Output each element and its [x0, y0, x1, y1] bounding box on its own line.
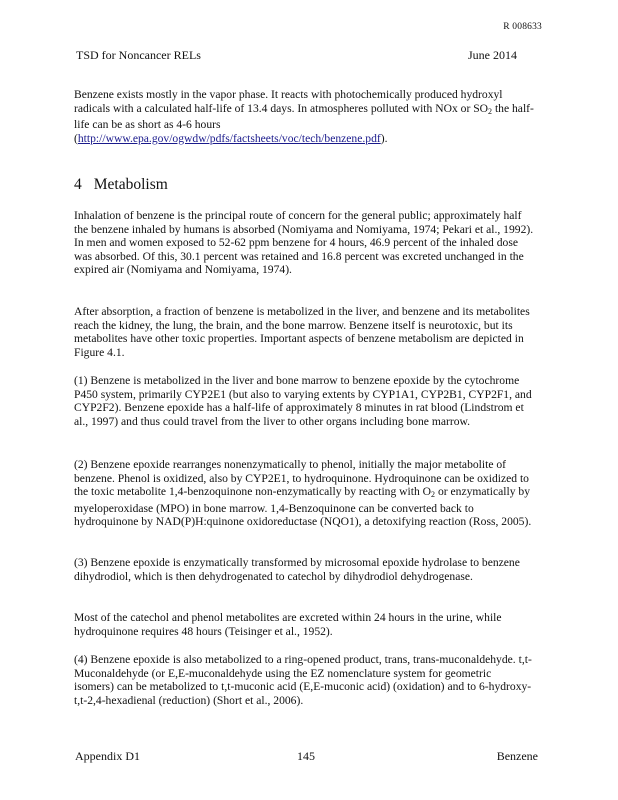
paragraph-excretion: Most of the catechol and phenol metabolites are excreted within 24 hours in the urine, while hydroquinone requires 48 hours (Teisinger et al., 1952). — [74, 611, 502, 638]
intro-link-open: ( — [74, 131, 78, 145]
section-number: 4 — [74, 176, 82, 193]
step-2-text-b: or enzymatically by myeloperoxidase (MPO) in bone marrow. 1,4-Benzoquinone can be converted back to hydroquinone by NAD(P)H:quinone oxidoreductase (NQO1), a detoxifying reaction (Ross, 2005). — [74, 485, 532, 529]
footer-appendix: Appendix D1 — [75, 749, 140, 763]
intro-paragraph — [74, 88, 534, 145]
intro-text-after: the half-life can be as short as 4-6 hours — [74, 101, 534, 132]
paragraph-step-1: (1) Benzene is metabolized in the liver and bone marrow to benzene epoxide by the cytochrome P450 system, primarily CYP2E1 (but also to varying extents by CYP1A1, CYP2B1, CYP2F1, and CYP2F2). Benzene epoxide has a half-life of approximately 8 minutes in rat blood (Lindstrom et al., 1997) and thus could travel from the liver to other organs including bone marrow. — [74, 374, 532, 428]
step-2-text-a: (2) Benzene epoxide rearranges nonenzymatically to phenol, initially the major metabolite of benzene. Phenol is oxidized, also by CYP2E1, to hydroquinone. Hydroquinone can be oxidized to the toxic metabolite 1,4-benzoquinone non-enzymatically by reacting with O — [74, 458, 529, 499]
intro-subscript: 2 — [488, 106, 493, 116]
footer-chemical: Benzene — [496, 749, 538, 763]
epa-factsheet-link[interactable]: http://www.epa.gov/ogwdw/pdfs/factsheets/voc/tech/benzene.pdf — [77, 131, 381, 145]
paragraph-step-4: (4) Benzene epoxide is also metabolized to a ring-opened product, trans, trans-muconaldehyde. t,t-Muconaldehyde (or E,E-muconaldehyde using the EZ nomenclature system for geometric isomers) can be metabolized to t,t-muconic acid (E,E-muconic acid) (oxidation) and to 6-hydroxy-t,t-2,4-hexadienal (reduction) (Short et al., 2006). — [74, 653, 532, 707]
intro-text: Benzene exists mostly in the vapor phase. It reacts with photochemically produced hydroxyl radicals with a calculated half-life of 13.4 days. In atmospheres polluted with NOx or SO — [74, 88, 503, 115]
intro-link-close: ). — [380, 131, 388, 145]
paragraph-step-3: (3) Benzene epoxide is enzymatically transformed by microsomal epoxide hydrolase to benzene dihydrodiol, which is then dehydrogenated to catechol by dihydrodiol dehydrogenase. — [74, 556, 520, 583]
paragraph-absorption: After absorption, a fraction of benzene is metabolized in the liver, and benzene and its metabolites reach the kidney, the lung, the brain, and the bone marrow. Benzene itself is neurotoxic, but its metabolites have other toxic properties. Important aspects of benzene metabolism are depicted in Figure 4.1. — [74, 305, 530, 359]
header-date: June 2014 — [468, 48, 517, 62]
footer-page-number: 145 — [297, 749, 315, 763]
paragraph-inhalation: Inhalation of benzene is the principal route of concern for the general public; approximately half the benzene inhaled by humans is absorbed (Nomiyama and Nomiyama, 1974; Pekari et al., 1992). In men and women exposed to 52-62 ppm benzene for 4 hours, 46.9 percent of the inhaled dose was absorbed. Of this, 30.1 percent was retained and 16.8 percent was excreted unchanged in the expired air (Nomiyama and Nomiyama, 1974). — [74, 209, 534, 277]
header-document-title: TSD for Noncancer RELs — [76, 48, 201, 62]
bates-number: R 008633 — [503, 22, 542, 32]
step-2-subscript: 2 — [431, 490, 436, 500]
section-title: Metabolism — [93, 176, 168, 193]
paragraph-step-2 — [74, 458, 534, 529]
section-heading — [74, 176, 168, 194]
